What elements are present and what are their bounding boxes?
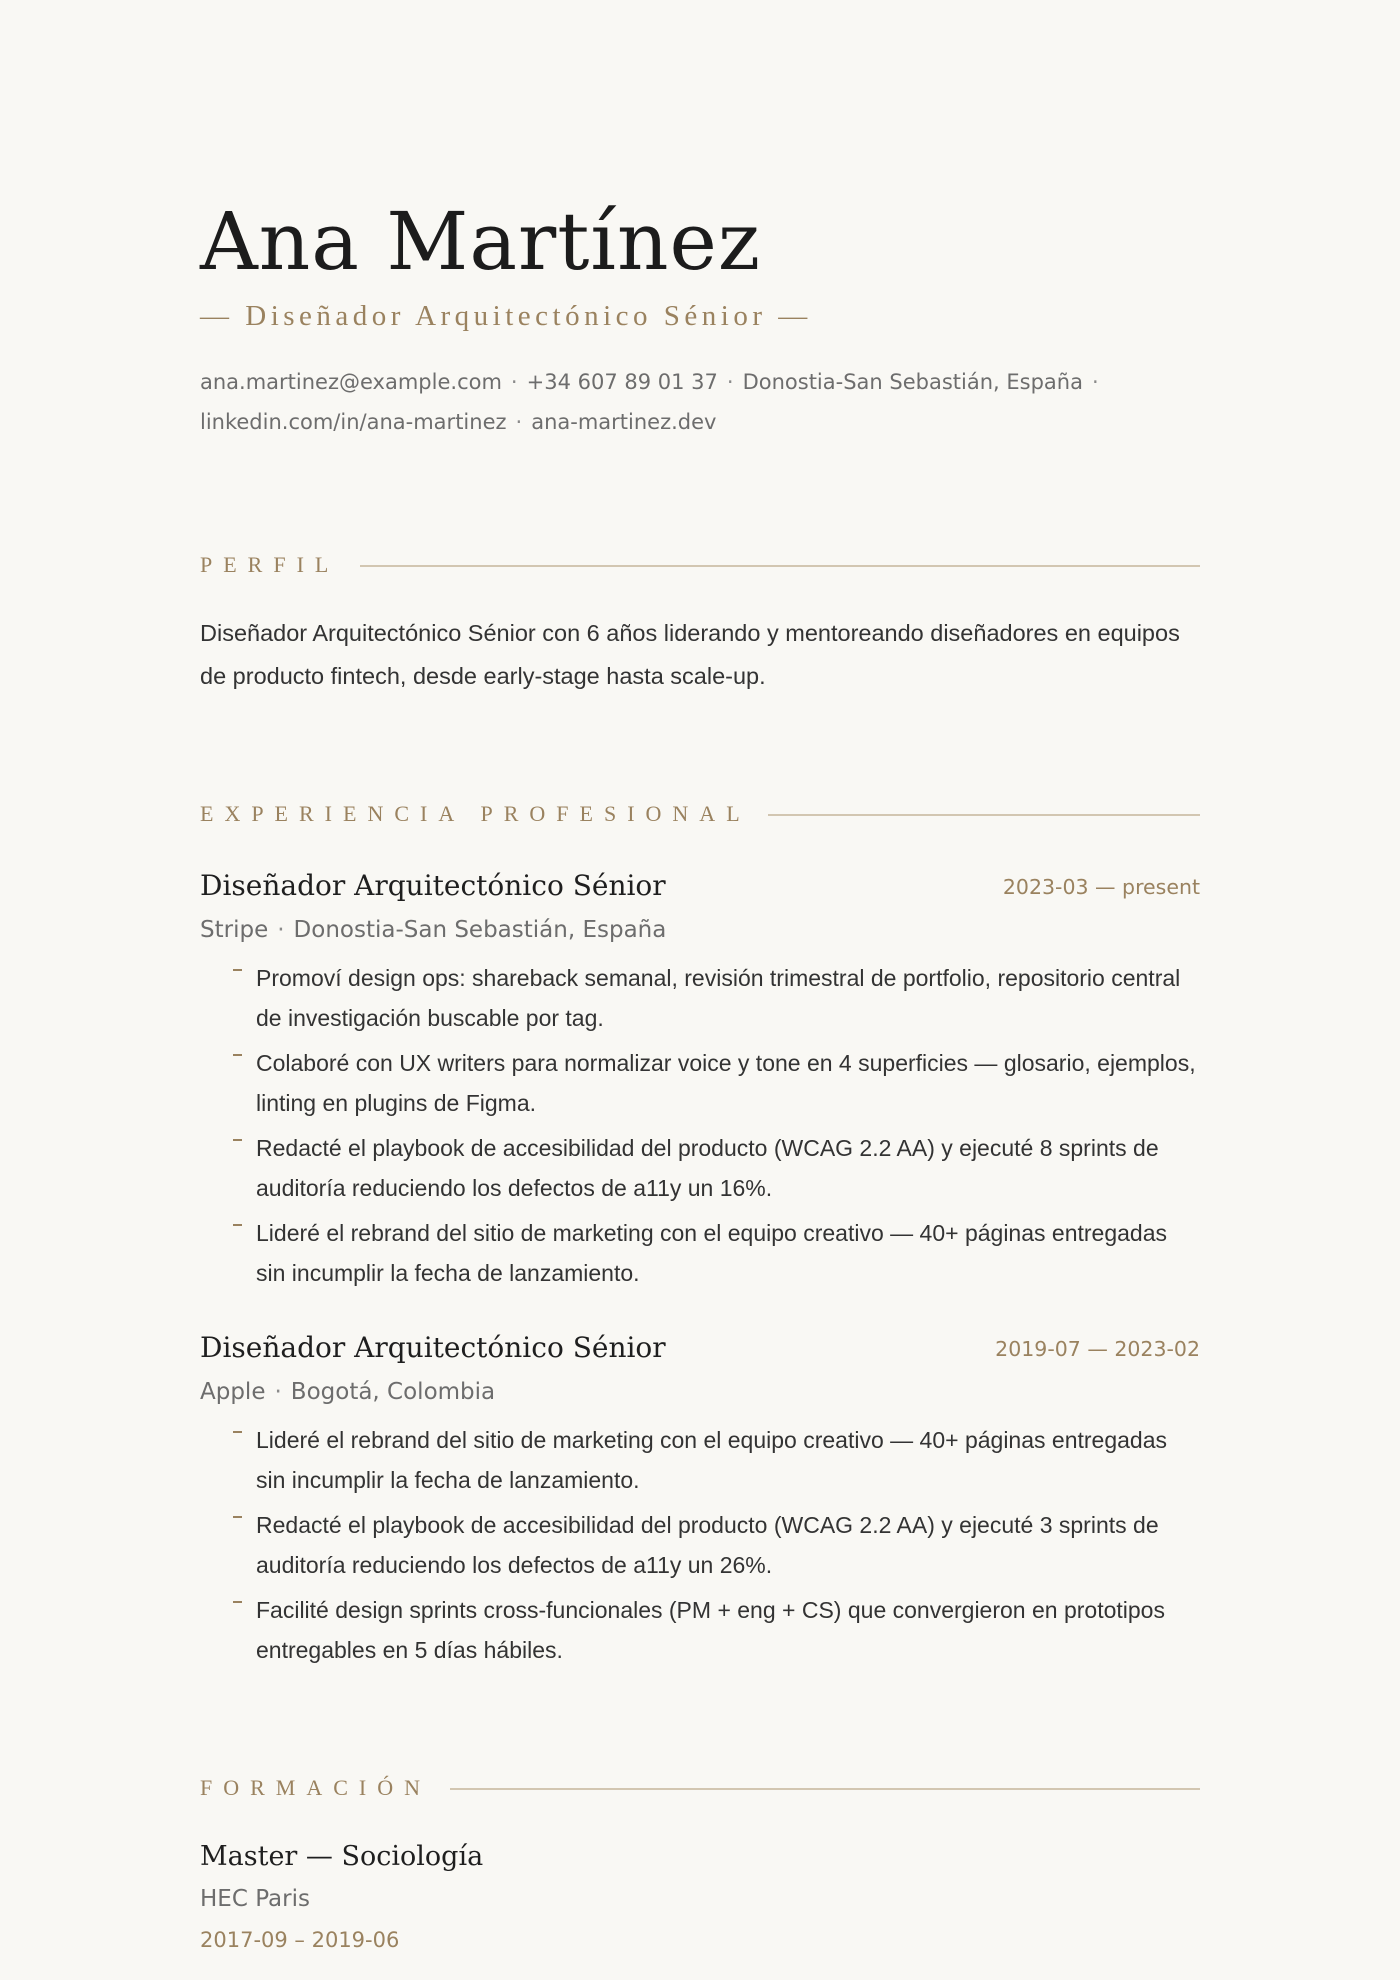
website-link[interactable]: ana-martinez.dev (531, 410, 717, 434)
job-location: Bogotá, Colombia (290, 1379, 496, 1405)
dash-bullet-icon (233, 969, 242, 971)
dash-bullet-icon (233, 1224, 242, 1226)
section-header-education (200, 1773, 1200, 1803)
section-header-profile (200, 550, 1200, 580)
section-divider (768, 814, 1200, 816)
school-name: HEC Paris (200, 1886, 310, 1912)
job-company-location (200, 1372, 1200, 1412)
bullet-text: Redacté el playbook de accesibilidad del producto (WCAG 2.2 AA) y ejecuté 8 sprints de auditoría reduciendo los defectos de a11y un 16%. (256, 1135, 1159, 1201)
meta-separator: · (277, 917, 285, 943)
bullet-text: Colaboré con UX writers para normalizar voice y tone en 4 superficies — glosario, ejemplos, linting en plugins de Figma. (256, 1050, 1196, 1116)
contact-separator: · (1091, 370, 1099, 394)
meta-separator: · (274, 1379, 282, 1405)
job-company: Apple (200, 1379, 266, 1405)
list-item (200, 958, 1200, 1038)
job-location: Donostia-San Sebastián, España (293, 917, 667, 943)
contact-separator: · (515, 410, 523, 434)
section-title-profile: PERFIL (200, 552, 340, 577)
education-entry (200, 1836, 1200, 1960)
section-title-education: FORMACIÓN (200, 1775, 432, 1800)
candidate-headline: — Diseñador Arquitectónico Sénior — (200, 300, 812, 332)
list-item (200, 1043, 1200, 1123)
job-entry (200, 1326, 1200, 1675)
job-title: Diseñador Arquitectónico Sénior (200, 1331, 666, 1364)
contact-separator: · (510, 370, 518, 394)
job-title: Diseñador Arquitectónico Sénior (200, 869, 666, 902)
job-company-location (200, 910, 1200, 950)
education-dates: 2017-09 – 2019-06 (200, 1928, 400, 1952)
list-item (200, 1590, 1200, 1670)
bullet-text: Promoví design ops: shareback semanal, revisión trimestral de portfolio, repositorio central de investigación buscable por tag. (256, 965, 1181, 1031)
phone-link[interactable]: +34 607 89 01 37 (526, 370, 718, 394)
job-company: Stripe (200, 917, 269, 943)
dash-bullet-icon (233, 1516, 242, 1518)
list-item (200, 1420, 1200, 1500)
dash-bullet-icon (233, 1054, 242, 1056)
section-header-experience (200, 799, 1200, 829)
location-text: Donostia-San Sebastián, España (742, 370, 1083, 394)
job-dates: 2019-07 — 2023-02 (995, 1337, 1200, 1361)
bullet-text: Lideré el rebrand del sitio de marketing con el equipo creativo — 40+ páginas entregadas sin incumplir la fecha de lanzamiento. (256, 1427, 1167, 1493)
dash-bullet-icon (233, 1139, 242, 1141)
degree-title: Master — Sociología (200, 1841, 484, 1872)
dash-bullet-icon (233, 1601, 242, 1603)
candidate-name: Ana Martínez (200, 195, 762, 288)
profile-summary: Diseñador Arquitectónico Sénior con 6 años liderando y mentoreando diseñadores en equipos de producto fintech, desde early-stage hasta scale-up. (200, 620, 1180, 689)
resume-page (200, 0, 1200, 1980)
contact-line-2 (200, 402, 1200, 442)
list-item (200, 1505, 1200, 1585)
job-entry (200, 864, 1200, 1298)
job-header (200, 864, 1200, 908)
section-divider (360, 565, 1200, 567)
dash-bullet-icon (233, 1431, 242, 1433)
list-item (200, 1213, 1200, 1293)
contact-info (200, 362, 1200, 442)
job-dates: 2023-03 — present (1002, 875, 1200, 899)
bullet-text: Redacté el playbook de accesibilidad del producto (WCAG 2.2 AA) y ejecuté 3 sprints de auditoría reduciendo los defectos de a11y un 26%. (256, 1512, 1159, 1578)
section-title-experience: EXPERIENCIA PROFESIONAL (200, 801, 751, 826)
job-bullets (200, 958, 1200, 1293)
contact-separator: · (726, 370, 734, 394)
email-link[interactable]: ana.martinez@example.com (200, 370, 502, 394)
bullet-text: Facilité design sprints cross-funcionales (PM + eng + CS) que convergieron en prototipos entregables en 5 días hábiles. (256, 1597, 1165, 1663)
job-header (200, 1326, 1200, 1370)
job-bullets (200, 1420, 1200, 1670)
contact-line-1 (200, 362, 1200, 402)
linkedin-link[interactable]: linkedin.com/in/ana-martinez (200, 410, 507, 434)
list-item (200, 1128, 1200, 1208)
bullet-text: Lideré el rebrand del sitio de marketing con el equipo creativo — 40+ páginas entregadas sin incumplir la fecha de lanzamiento. (256, 1220, 1167, 1286)
section-divider (450, 1788, 1200, 1790)
